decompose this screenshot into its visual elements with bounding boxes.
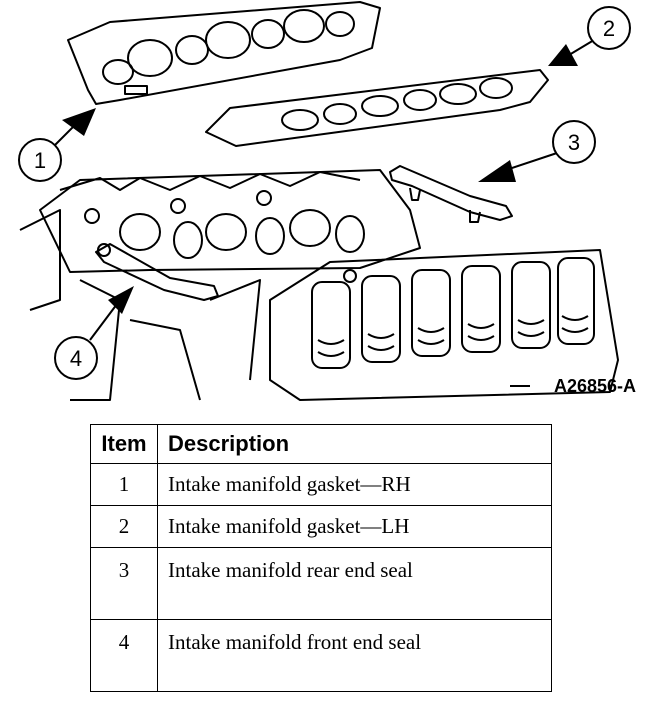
gasket-rh <box>68 2 380 104</box>
item-number: 3 <box>91 548 158 620</box>
figure-id: A26856-A <box>553 376 636 396</box>
legend-header-row <box>91 425 552 464</box>
item-number: 2 <box>91 506 158 548</box>
item-description: Intake manifold rear end seal <box>158 548 552 620</box>
item-description: Intake manifold gasket—LH <box>158 506 552 548</box>
callout-label-1: 1 <box>33 148 47 173</box>
item-number: 4 <box>91 620 158 692</box>
callout-label-4: 4 <box>69 346 83 371</box>
front-end-seal <box>96 244 218 300</box>
item-description: Intake manifold front end seal <box>158 620 552 692</box>
table-row <box>91 548 552 620</box>
table-row <box>91 620 552 692</box>
legend-table <box>90 424 552 692</box>
item-number: 1 <box>91 464 158 506</box>
header-item: Item <box>91 425 158 464</box>
header-description: Description <box>158 425 552 464</box>
gasket-lh <box>206 70 548 146</box>
table-row <box>91 464 552 506</box>
table-row <box>91 506 552 548</box>
callout-label-2: 2 <box>602 16 616 41</box>
item-description: Intake manifold gasket—RH <box>158 464 552 506</box>
callout-label-3: 3 <box>567 130 581 155</box>
